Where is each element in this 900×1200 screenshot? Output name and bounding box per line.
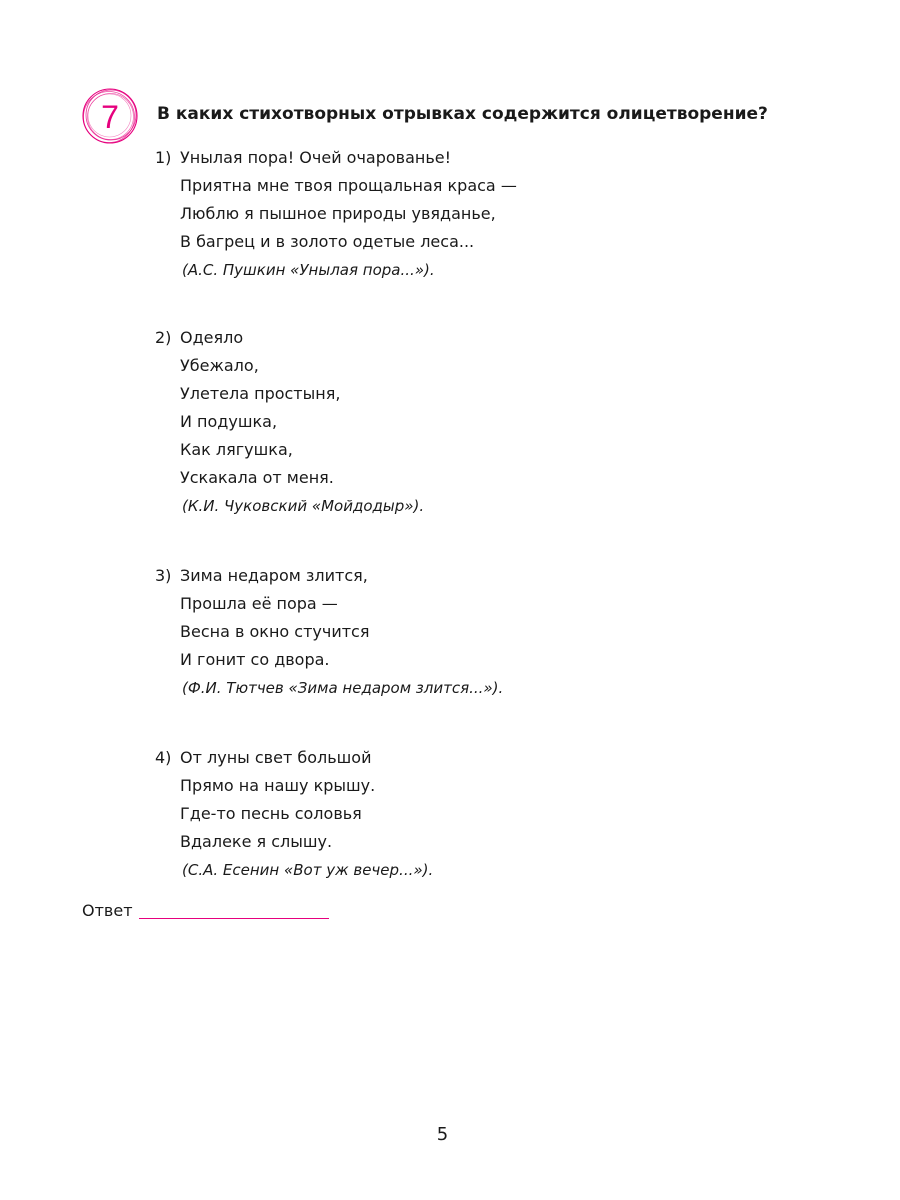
poem-line: Зима недаром злится, — [180, 566, 368, 585]
poem-line: Унылая пора! Очей очарованье! — [180, 148, 452, 167]
task-badge-circles — [80, 86, 140, 146]
poem-source: (С.А. Есенин «Вот уж вечер...»). — [182, 861, 434, 879]
option-number: 2) — [155, 328, 172, 347]
poem-line: В багрец и в золото одетые леса... — [180, 232, 475, 251]
poem-line: Ускакала от меня. — [180, 468, 334, 487]
poem-line: Убежало, — [180, 356, 259, 375]
page-number: 5 — [436, 1124, 449, 1145]
poem-line: Вдалеке я слышу. — [180, 832, 333, 851]
poem-line: От луны свет большой — [180, 748, 372, 767]
poem-line: Приятна мне твоя прощальная краса — — [180, 176, 517, 195]
option-number: 4) — [155, 748, 172, 767]
poem-line: Люблю я пышное природы увяданье, — [180, 204, 496, 223]
poem-source: (А.С. Пушкин «Унылая пора...»). — [182, 261, 435, 279]
option-number: 3) — [155, 566, 172, 585]
answer-row — [82, 899, 329, 923]
option-number: 1) — [155, 148, 172, 167]
poem-line: Улетела простыня, — [180, 384, 341, 403]
task-number: 7 — [101, 99, 119, 135]
poem-line: Прямо на нашу крышу. — [180, 776, 376, 795]
poem-line: Весна в окно стучится — [180, 622, 370, 641]
poem-line: И гонит со двора. — [180, 650, 330, 669]
answer-label: Ответ — [82, 901, 133, 920]
poem-line: Одеяло — [180, 328, 244, 347]
poem-source: (Ф.И. Тютчев «Зима недаром злится...»). — [182, 679, 504, 697]
poem-line: Как лягушка, — [180, 440, 293, 459]
poem-line: И подушка, — [180, 412, 278, 431]
question-text: В каких стихотворных отрывках содержится олицетворение? — [157, 104, 768, 124]
task-number-badge — [80, 86, 140, 146]
poem-line: Прошла её пора — — [180, 594, 338, 613]
answer-input-line[interactable] — [139, 918, 329, 919]
poem-source: (К.И. Чуковский «Мойдодыр»). — [182, 497, 425, 515]
poem-line: Где-то песнь соловья — [180, 804, 362, 823]
